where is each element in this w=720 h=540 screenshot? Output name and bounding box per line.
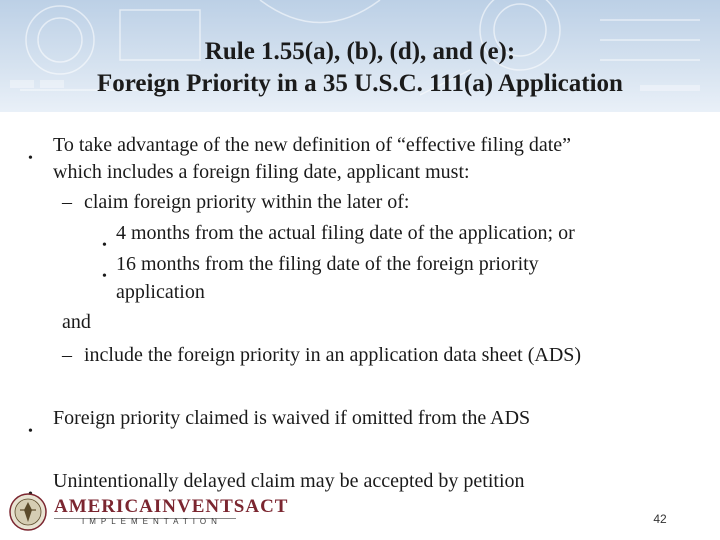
sub-bullet-2: include the foreign priority in an application data sheet (ADS)	[84, 344, 582, 366]
uspto-seal-icon	[8, 492, 48, 532]
aia-logo	[8, 492, 289, 532]
sub-sub-bullet-2-line-2: application	[116, 281, 205, 303]
header-band	[0, 0, 720, 112]
logo-text: AMERICAINVENTSACT	[54, 496, 289, 517]
logo-subtext: IMPLEMENTATION	[82, 517, 222, 526]
conjunction-text: and	[62, 311, 91, 333]
en-dash-icon: –	[62, 344, 72, 366]
en-dash-icon: –	[62, 191, 72, 213]
bullet-dot-icon: •	[28, 151, 33, 166]
bullet-1-line-2: which includes a foreign filing date, applicant must:	[53, 161, 470, 183]
bullet-3: Unintentionally delayed claim may be accepted by petition	[53, 470, 525, 492]
title-line-1: Rule 1.55(a), (b), (d), and (e):	[204, 38, 516, 65]
sub-sub-bullet-1: 4 months from the actual filing date of the application; or	[116, 222, 575, 244]
bullet-1-line-1: To take advantage of the new definition of “effective filing date”	[53, 134, 572, 156]
title-line-2: Foreign Priority in a 35 U.S.C. 111(a) Application	[97, 70, 623, 97]
bullet-dot-icon: •	[102, 238, 107, 253]
sub-sub-bullet-2-line-1: 16 months from the filing date of the foreign priority	[116, 253, 539, 275]
sub-bullet-1: claim foreign priority within the later of:	[84, 191, 410, 213]
bullet-dot-icon: •	[28, 424, 33, 439]
page-title	[0, 36, 720, 100]
bullet-2: Foreign priority claimed is waived if omitted from the ADS	[53, 407, 531, 429]
page-number: 42	[653, 512, 667, 526]
bullet-dot-icon: •	[102, 269, 107, 284]
